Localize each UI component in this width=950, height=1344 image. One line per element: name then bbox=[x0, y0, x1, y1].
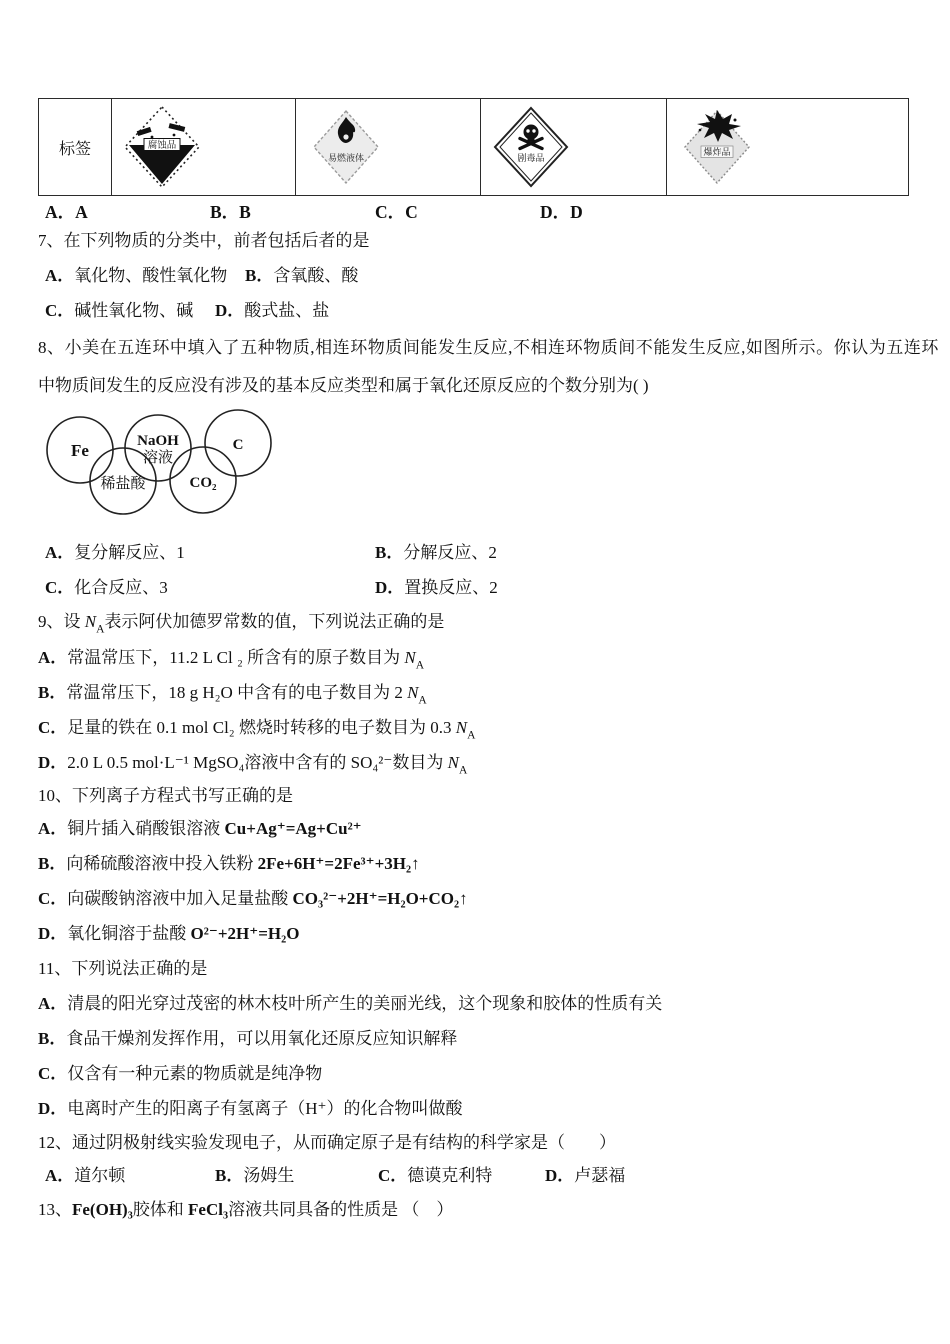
ring-label-c: C bbox=[232, 437, 244, 453]
answer-option-d: D．D bbox=[540, 202, 583, 222]
q8-option-c: C．化合反应、3 bbox=[45, 578, 168, 597]
q12-option-a: A．道尔顿 bbox=[45, 1166, 126, 1185]
q7-stem: 7、在下列物质的分类中，前者包括后者的是 bbox=[38, 231, 370, 250]
q8-option-a: A．复分解反应、1 bbox=[45, 543, 185, 562]
q8-stem-line1: 8、小美在五连环中填入了五种物质,相连环物质间能发生反应,不相连环物质间不能发生反应,如图所示。你认为五连环 bbox=[38, 338, 939, 357]
corrosive-caption: 腐蚀品 bbox=[147, 141, 177, 151]
answer-option-a: A．A bbox=[45, 202, 88, 222]
ring-label-fe: Fe bbox=[71, 441, 89, 460]
q7-option-c: C．碱性氧化物、碱 bbox=[45, 301, 194, 320]
table-cell-corrosive bbox=[112, 99, 296, 196]
ring-label-co2: CO₂ bbox=[189, 475, 217, 491]
flammable-liquid-icon bbox=[306, 104, 386, 190]
q8-option-d: D．置换反应、2 bbox=[375, 578, 498, 597]
table-cell-flammable bbox=[296, 99, 481, 196]
ring-label-naoh-line1: NaOH bbox=[137, 433, 179, 449]
toxic-icon bbox=[491, 104, 571, 190]
q7-option-a: A．氧化物、酸性氧化物 bbox=[45, 266, 228, 285]
q11-stem: 11、下列说法正确的是 bbox=[38, 959, 208, 978]
q7-option-d: D．酸式盐、盐 bbox=[215, 301, 330, 320]
toxic-caption: 剧毒品 bbox=[517, 153, 545, 163]
corrosive-icon bbox=[122, 104, 202, 190]
five-rings-diagram bbox=[40, 403, 295, 528]
q12-option-c: C．德谟克利特 bbox=[378, 1166, 493, 1185]
q11-option-b: B．食品干燥剂发挥作用，可以用氧化还原反应知识解释 bbox=[38, 1029, 458, 1048]
answer-option-c: C．C bbox=[375, 202, 418, 222]
table-cell-explosive bbox=[667, 99, 909, 196]
q12-option-b: B．汤姆生 bbox=[215, 1166, 295, 1185]
ring-label-naoh-line2: 溶液 bbox=[142, 450, 174, 466]
q13-stem: 13、Fe(OH)₃胶体和 FeCl₃溶液共同具备的性质是 （ ） bbox=[38, 1200, 454, 1219]
ring-label-hcl: 稀盐酸 bbox=[100, 476, 146, 492]
q10-option-b: B．向稀硫酸溶液中投入铁粉 2Fe+6H⁺=2Fe³⁺+3H₂↑ bbox=[38, 854, 420, 873]
q9-option-b: B．常温常压下，18 g H₂O 中含有的电子数目为 2 $N_A$ bbox=[38, 683, 427, 707]
q10-option-c: C．向碳酸钠溶液中加入足量盐酸 CO₃²⁻+2H⁺=H₂O+CO₂↑ bbox=[38, 889, 468, 908]
q9-option-c: C．足量的铁在 0.1 mol Cl₂ 燃烧时转移的电子数目为 0.3 $N_A$ bbox=[38, 718, 476, 742]
answer-option-b: B．B bbox=[210, 202, 251, 222]
explosive-caption: 爆炸品 bbox=[703, 147, 731, 157]
hazard-label-table bbox=[38, 98, 909, 196]
q8-option-b: B．分解反应、2 bbox=[375, 543, 497, 562]
q9-option-a: A．常温常压下，11.2 L Cl ₂ 所含有的原子数目为 $N_A$ bbox=[38, 648, 425, 672]
q12-option-d: D．卢瑟福 bbox=[545, 1166, 626, 1185]
table-cell-toxic bbox=[481, 99, 667, 196]
q8-stem-line2: 中物质间发生的反应没有涉及的基本反应类型和属于氧化还原反应的个数分别为( ) bbox=[38, 376, 649, 395]
q9-option-d: D．2.0 L 0.5 mol·L⁻¹ MgSO₄溶液中含有的 SO₄²⁻数目为 $N_A$ bbox=[38, 753, 468, 777]
q12-stem: 12、通过阴极射线实验发现电子，从而确定原子是有结构的科学家是（ ） bbox=[38, 1133, 616, 1152]
q9-stem: 9、设 $N_A$表示阿伏加德罗常数的值，下列说法正确的是 bbox=[38, 612, 445, 636]
q10-option-d: D．氧化铜溶于盐酸 O²⁻+2H⁺=H₂O bbox=[38, 924, 300, 943]
q10-stem: 10、下列离子方程式书写正确的是 bbox=[38, 786, 293, 805]
flammable-caption: 易燃液体 bbox=[327, 153, 365, 163]
explosive-icon bbox=[677, 104, 757, 190]
q10-option-a: A．铜片插入硝酸银溶液 Cu+Ag⁺=Ag+Cu²⁺ bbox=[38, 819, 362, 838]
table-row-header: 标签 bbox=[39, 99, 112, 196]
q11-option-c: C．仅含有一种元素的物质就是纯净物 bbox=[38, 1064, 323, 1083]
q11-option-d: D．电离时产生的阳离子有氢离子（H⁺）的化合物叫做酸 bbox=[38, 1099, 463, 1118]
q7-option-b: B．含氧酸、酸 bbox=[245, 266, 359, 285]
q11-option-a: A．清晨的阳光穿过茂密的林木枝叶所产生的美丽光线，这个现象和胶体的性质有关 bbox=[38, 994, 663, 1013]
